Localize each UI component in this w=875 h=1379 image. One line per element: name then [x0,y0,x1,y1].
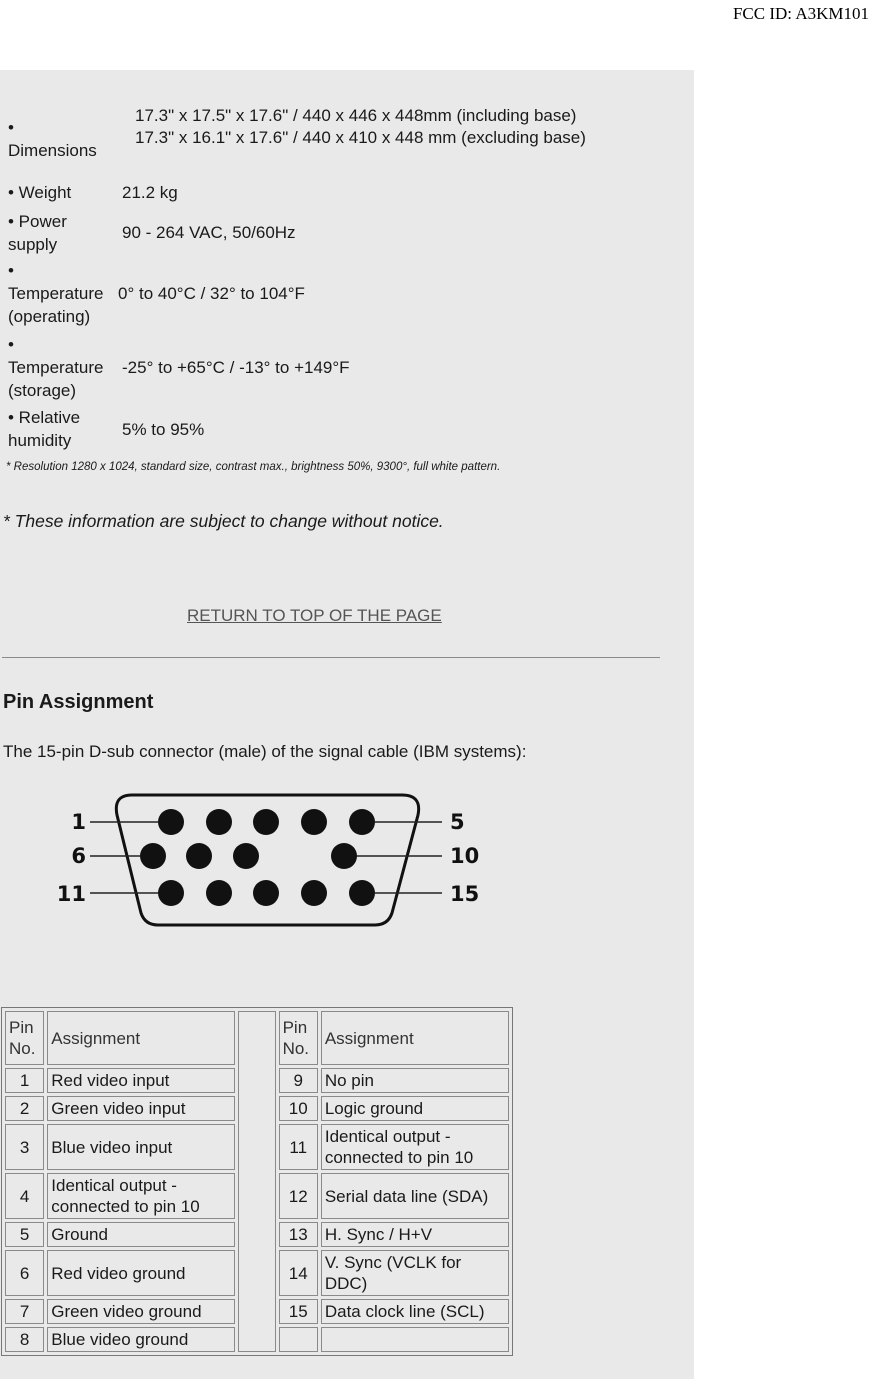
spec-label-power-supply [8,210,67,256]
pin-1 [158,809,184,835]
pin-number: 12 [279,1173,318,1219]
pin-assignment: H. Sync / H+V [321,1222,509,1247]
pin-assignment: Blue video ground [47,1327,235,1352]
pin-number: 14 [279,1250,318,1296]
spec-label-line1: Temperature [8,358,104,377]
pin-7 [186,843,212,869]
pin-4 [301,809,327,835]
pin-assignment [321,1327,509,1352]
pin-number: 15 [279,1299,318,1324]
pin-assignment: Data clock line (SCL) [321,1299,509,1324]
pin-assignment: Red video input [47,1068,235,1093]
pin-5 [349,809,375,835]
pin-assignment: Logic ground [321,1096,509,1121]
pin-assignment: Blue video input [47,1124,235,1170]
pin-13 [253,880,279,906]
spec-bullet: • [8,335,14,354]
label-pin-10: 10 [450,844,480,868]
fcc-id: FCC ID: A3KM101 [732,4,869,23]
pin-number: 8 [5,1327,44,1352]
spec-bullet: • [8,118,14,137]
spec-label-line1: • Power [8,212,67,231]
spec-bullet: • [8,261,14,280]
pin-assignment: Identical output - connected to pin 10 [321,1124,509,1170]
change-notice: * These information are subject to change without notice. [3,511,444,531]
spec-label-line2: (operating) [8,307,91,326]
pin-assignment: Ground [47,1222,235,1247]
return-to-top-link[interactable]: RETURN TO TOP OF THE PAGE [187,606,442,625]
pin-number: 10 [279,1096,318,1121]
pin-number: 4 [5,1173,44,1219]
dsub-connector-diagram [50,785,500,935]
spec-label-weight: • Weight [8,183,72,202]
pin-number: 7 [5,1299,44,1324]
pin-11 [158,880,184,906]
pin-number: 2 [5,1096,44,1121]
header-assignment-right: Assignment [321,1011,509,1065]
section-divider [2,657,660,658]
pin-15 [349,880,375,906]
pin-number: 1 [5,1068,44,1093]
pin-14 [301,880,327,906]
header-assignment-left: Assignment [47,1011,235,1065]
pin-assignment-heading: Pin Assignment [3,691,154,713]
pin-assignment-table [1,1007,513,1356]
label-pin-11: 11 [56,882,86,906]
spec-label-line1: Temperature [8,284,104,303]
spec-label-line1: • Relative [8,408,81,427]
pin-2 [206,809,232,835]
table-header-row [5,1011,509,1065]
table-spacer-column [238,1011,275,1352]
pin-12 [206,880,232,906]
pin-number: 11 [279,1124,318,1170]
spec-value-power-supply: 90 - 264 VAC, 50/60Hz [122,223,296,242]
header-pin-no-right: Pin No. [279,1011,318,1065]
pin-8 [233,843,259,869]
spec-value-temp-operating: 0° to 40°C / 32° to 104°F [118,284,305,303]
connector-intro: The 15-pin D-sub connector (male) of the signal cable (IBM systems): [3,742,527,761]
spec-label-temp-storage [8,333,103,402]
pin-number [279,1327,318,1352]
label-pin-1: 1 [71,810,86,834]
label-pin-15: 15 [450,882,480,906]
spec-label-line2: humidity [8,431,72,450]
spec-label-text: Dimensions [8,141,97,160]
pin-number: 9 [279,1068,318,1093]
pin-number: 5 [5,1222,44,1247]
spec-value-temp-storage: -25° to +65°C / -13° to +149°F [122,358,350,377]
pin-6 [140,843,166,869]
pin-assignment: V. Sync (VCLK for DDC) [321,1250,509,1296]
spec-value-weight: 21.2 kg [122,183,178,202]
pin-number: 6 [5,1250,44,1296]
spec-label-line2: (storage) [8,381,77,400]
spec-label-humidity [8,406,80,452]
resolution-footnote: * Resolution 1280 x 1024, standard size, contrast max., brightness 50%, 9300°, full white pattern. [6,461,501,473]
spec-value-dimensions-including: 17.3" x 17.5" x 17.6" / 440 x 446 x 448mm (including base) [135,106,577,125]
spec-label-line2: supply [8,235,58,254]
label-pin-6: 6 [71,844,86,868]
spec-value-dimensions-excluding: 17.3" x 16.1" x 17.6" / 440 x 410 x 448 mm (excluding base) [135,128,586,147]
label-pin-5: 5 [450,810,465,834]
pin-assignment: Identical output - connected to pin 10 [47,1173,235,1219]
pin-assignment: Green video ground [47,1299,235,1324]
pin-number: 13 [279,1222,318,1247]
pin-assignment: Serial data line (SDA) [321,1173,509,1219]
pin-assignment: No pin [321,1068,509,1093]
pin-assignment: Green video input [47,1096,235,1121]
spec-label-temp-operating [8,259,103,328]
header-pin-no-left: Pin No. [5,1011,44,1065]
spec-label-dimensions [8,116,97,162]
spec-value-humidity: 5% to 95% [122,420,205,439]
pin-number: 3 [5,1124,44,1170]
pin-10 [331,843,357,869]
pin-3 [253,809,279,835]
pin-assignment: Red video ground [47,1250,235,1296]
